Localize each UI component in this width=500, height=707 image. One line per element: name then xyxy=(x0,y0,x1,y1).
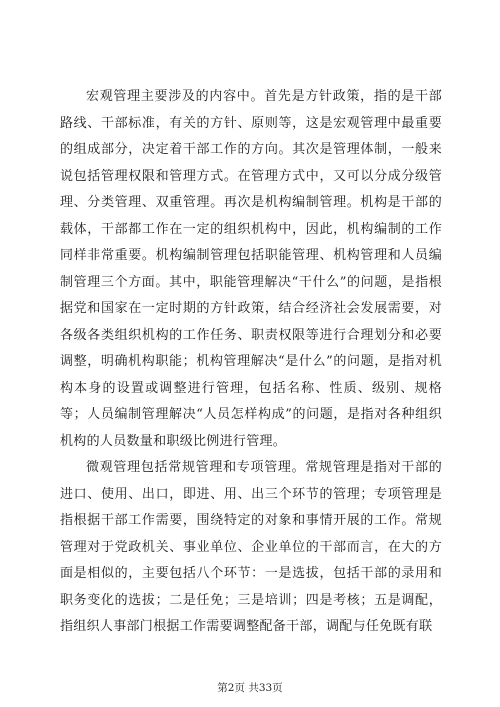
page-number: 第2页 共33页 xyxy=(217,682,283,694)
paragraph-macro-management: 宏观管理主要涉及的内容中。首先是方针政策，指的是干部路线、干部标准，有关的方针、原则等，这是宏观管理中最重要的组成部分，决定着干部工作的方向。其次是管理体制，一般来说包括管理权限和管理方式。在管理方式中，又可以分成分级管理、分类管理、双重管理。再次是机构编制管理。机构是干部的载体，干部都工作在一定的组织机构中，因此，机构编制的工作同样非常重要。机构编制管理包括职能管理、机构管理和人员编制管理三个方面。其中，职能管理解决“干什么”的问题，是指根据党和国家在一定时期的方针政策，结合经济社会发展需要，对各级各类组织机构的工作任务、职责权限等进行合理划分和必要调整，明确机构职能；机构管理解决“是什么”的问题，是指对机构本身的设置或调整进行管理，包括名称、性质、级别、规格等；人员编制管理解决“人员怎样构成”的问题，是指对各种组织机构的人员数量和职级比例进行管理。 xyxy=(60,89,442,449)
paragraph-micro-management: 微观管理包括常规管理和专项管理。常规管理是指对干部的进口、使用、出口，即进、用、出三个环节的管理；专项管理是指根据干部工作需要，围绕特定的对象和事情开展的工作。常规管理对于党政机关、事业单位、企业单位的干部而言，在大的方面是相似的，主要包括八个环节：一是选拔，包括干部的录用和职务变化的选拔；二是任免；三是培训；四是考核；五是调配，指组织人事部门根据工作需要调整配备干部，调配与任免既有联 xyxy=(60,460,442,634)
document-body xyxy=(60,84,442,641)
